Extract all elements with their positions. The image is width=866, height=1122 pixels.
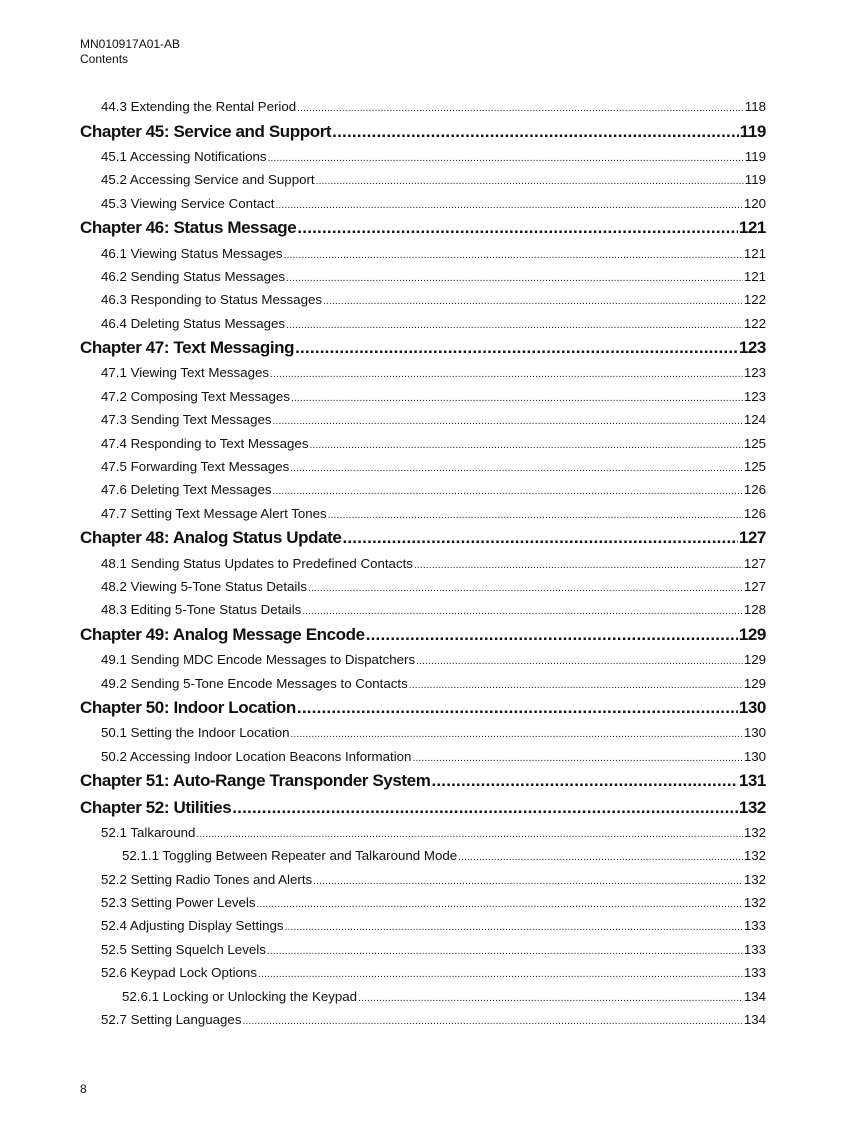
toc-section-entry[interactable] — [80, 648, 766, 671]
dot-leader — [295, 338, 738, 358]
dot-leader — [458, 848, 743, 863]
toc-entry-title: Chapter 45: Service and Support — [80, 121, 332, 141]
toc-entry-page: 129 — [738, 624, 766, 644]
document-id: MN010917A01-AB — [80, 37, 181, 51]
dot-leader — [273, 482, 743, 497]
dot-leader — [290, 459, 743, 474]
toc-entry-page: 125 — [743, 459, 766, 475]
dot-leader — [273, 412, 743, 427]
toc-entry-title: 45.2 Accessing Service and Support — [101, 172, 315, 188]
toc-section-entry[interactable] — [80, 265, 766, 288]
toc-section-entry[interactable] — [80, 455, 766, 478]
dot-leader — [297, 99, 744, 114]
toc-entry-title: 52.2 Setting Radio Tones and Alerts — [101, 871, 313, 887]
toc-entry-title: 49.2 Sending 5-Tone Encode Messages to Contacts — [101, 675, 408, 691]
toc-chapter-entry[interactable] — [80, 215, 766, 241]
toc-entry-page: 127 — [743, 555, 766, 571]
toc-section-entry[interactable] — [80, 192, 766, 215]
toc-section-entry[interactable] — [80, 868, 766, 891]
toc-entry-title: 52.7 Setting Languages — [101, 1012, 242, 1028]
toc-entry-title: Chapter 46: Status Message — [80, 218, 297, 238]
section-title: Contents — [80, 52, 129, 66]
dot-leader — [309, 436, 742, 451]
toc-chapter-entry[interactable] — [80, 622, 766, 648]
toc-section-entry[interactable] — [80, 312, 766, 335]
toc-entry-title: 48.1 Sending Status Updates to Predefined Contacts — [101, 555, 413, 571]
toc-section-entry[interactable] — [80, 721, 766, 744]
toc-section-entry[interactable] — [80, 984, 766, 1007]
toc-entry-page: 121 — [743, 245, 766, 261]
dot-leader — [328, 506, 743, 521]
dot-leader — [232, 798, 738, 818]
toc-entry-page: 130 — [743, 725, 766, 741]
toc-entry-page: 125 — [743, 435, 766, 451]
toc-section-entry[interactable] — [80, 145, 766, 168]
toc-section-entry[interactable] — [80, 844, 766, 867]
toc-section-entry[interactable] — [80, 241, 766, 264]
toc-entry-title: 48.3 Editing 5-Tone Status Details — [101, 602, 302, 618]
toc-section-entry[interactable] — [80, 502, 766, 525]
toc-entry-title: Chapter 47: Text Messaging — [80, 338, 295, 358]
toc-entry-page: 127 — [743, 579, 766, 594]
toc-entry-title: Chapter 52: Utilities — [80, 797, 232, 817]
toc-entry-page: 126 — [743, 482, 766, 498]
dot-leader — [416, 652, 743, 667]
dot-leader — [323, 292, 743, 307]
toc-section-entry[interactable] — [80, 891, 766, 914]
toc-entry-title: 52.3 Setting Power Levels — [101, 895, 256, 911]
toc-entry-page: 129 — [743, 652, 766, 668]
toc-section-entry[interactable] — [80, 408, 766, 431]
toc-entry-page: 130 — [738, 697, 766, 717]
dot-leader — [268, 149, 744, 164]
page-number: 8 — [80, 1082, 87, 1096]
dot-leader — [284, 246, 743, 261]
dot-leader — [358, 989, 743, 1004]
toc-entry-title: 50.1 Setting the Indoor Location — [101, 725, 290, 741]
toc-section-entry[interactable] — [80, 938, 766, 961]
toc-entry-page: 123 — [743, 388, 766, 404]
dot-leader — [414, 556, 743, 571]
dot-leader — [286, 316, 743, 331]
toc-entry-page: 122 — [743, 315, 766, 331]
toc-entry-page: 123 — [738, 338, 766, 358]
toc-entry-page: 130 — [743, 748, 766, 764]
toc-entry-title: 46.4 Deleting Status Messages — [101, 315, 286, 331]
dot-leader — [313, 872, 743, 887]
toc-entry-title: 47.6 Deleting Text Messages — [101, 482, 272, 498]
toc-entry-title: 44.3 Extending the Rental Period — [101, 99, 297, 115]
toc-entry-title: Chapter 48: Analog Status Update — [80, 528, 342, 548]
toc-entry-page: 132 — [743, 848, 766, 864]
dot-leader — [431, 771, 737, 791]
dot-leader — [242, 1012, 742, 1027]
toc-entry-page: 119 — [744, 172, 766, 188]
toc-entry-page: 126 — [743, 505, 766, 521]
dot-leader — [196, 825, 742, 840]
toc-entry-page: 133 — [743, 965, 766, 981]
dot-leader — [412, 749, 742, 764]
toc-entry-page: 119 — [739, 121, 766, 141]
toc-entry-title: 52.6 Keypad Lock Options — [101, 965, 257, 981]
toc-entry-page: 132 — [743, 895, 766, 911]
toc-entry-page: 121 — [743, 268, 766, 284]
toc-entry-page: 122 — [743, 292, 766, 308]
toc-chapter-entry[interactable] — [80, 525, 766, 551]
toc-entry-title: Chapter 50: Indoor Location — [80, 697, 296, 717]
toc-entry-title: 46.2 Sending Status Messages — [101, 268, 286, 284]
toc-entry-title: 52.6.1 Locking or Unlocking the Keypad — [122, 988, 358, 1004]
toc-section-entry[interactable] — [80, 914, 766, 937]
toc-chapter-entry[interactable] — [80, 118, 766, 144]
dot-leader — [286, 269, 743, 284]
toc-section-entry[interactable] — [80, 288, 766, 311]
toc-entry-title: 47.3 Sending Text Messages — [101, 412, 272, 428]
toc-entry-title: 47.1 Viewing Text Messages — [101, 365, 270, 381]
toc-entry-title: 52.4 Adjusting Display Settings — [101, 918, 284, 934]
toc-entry-page: 134 — [743, 988, 766, 1004]
toc-entry-title: Chapter 51: Auto-Range Transponder System — [80, 771, 431, 791]
toc-entry-title: 49.1 Sending MDC Encode Messages to Dispatchers — [101, 652, 416, 668]
toc-entry-title: 50.2 Accessing Indoor Location Beacons Information — [101, 748, 412, 764]
dot-leader — [285, 918, 743, 933]
toc-entry-title: 47.7 Setting Text Message Alert Tones — [101, 505, 327, 521]
dot-leader — [308, 579, 743, 594]
toc-section-entry[interactable] — [80, 1008, 766, 1031]
dot-leader — [291, 389, 743, 404]
toc-chapter-entry[interactable] — [80, 695, 766, 721]
toc-entry-title: Chapter 49: Analog Message Encode — [80, 624, 365, 644]
dot-leader — [332, 122, 739, 142]
dot-leader — [366, 625, 738, 645]
toc-entry-page: 118 — [744, 99, 766, 115]
toc-section-entry[interactable] — [80, 671, 766, 694]
toc-entry-page: 134 — [743, 1012, 766, 1028]
toc-chapter-entry[interactable] — [80, 768, 766, 794]
toc-section-entry[interactable] — [80, 745, 766, 768]
toc-section-entry[interactable] — [80, 385, 766, 408]
toc-entry-page: 121 — [738, 218, 766, 238]
toc-section-entry[interactable] — [80, 598, 766, 621]
toc-entry-title: 47.5 Forwarding Text Messages — [101, 459, 290, 475]
toc-entry-page: 123 — [743, 365, 766, 381]
toc-entry-title: 46.3 Responding to Status Messages — [101, 292, 323, 308]
dot-leader — [270, 365, 743, 380]
toc-entry-page: 132 — [743, 824, 766, 840]
toc-entry-title: 46.1 Viewing Status Messages — [101, 245, 283, 261]
dot-leader — [316, 172, 744, 187]
toc-chapter-entry[interactable] — [80, 335, 766, 361]
toc-section-entry[interactable] — [80, 431, 766, 454]
dot-leader — [302, 602, 743, 617]
dot-leader — [275, 196, 742, 211]
dot-leader — [409, 676, 743, 691]
toc-section-entry[interactable] — [80, 821, 766, 844]
toc-entry-page: 131 — [738, 771, 766, 791]
toc-entry-title: 45.1 Accessing Notifications — [101, 148, 267, 164]
toc-section-entry[interactable] — [80, 551, 766, 574]
toc-entry-page: 132 — [743, 871, 766, 887]
toc-entry-title: 52.5 Setting Squelch Levels — [101, 941, 266, 957]
toc-entry-title: 45.3 Viewing Service Contact — [101, 195, 275, 211]
toc-entry-page: 119 — [744, 148, 766, 164]
dot-leader — [297, 218, 737, 238]
toc-entry-title: 48.2 Viewing 5-Tone Status Details — [101, 579, 307, 594]
toc-entry-title: 52.1 Talkaround — [101, 824, 196, 840]
toc-entry-title: 52.1.1 Toggling Between Repeater and Talkaround Mode — [122, 848, 458, 864]
toc-entry-page: 129 — [743, 675, 766, 691]
toc-entry-page: 132 — [738, 797, 766, 817]
toc-entry-title: 47.2 Composing Text Messages — [101, 388, 290, 404]
toc-entry-page: 124 — [743, 412, 766, 428]
dot-leader — [297, 698, 738, 718]
toc-section-entry[interactable] — [80, 575, 766, 598]
toc-entry-page: 128 — [743, 602, 766, 618]
dot-leader — [291, 725, 743, 740]
toc-section-entry[interactable] — [80, 478, 766, 501]
toc-chapter-entry[interactable] — [80, 794, 766, 820]
toc-entry-page: 127 — [738, 528, 766, 548]
toc-entry-page: 120 — [743, 195, 766, 211]
toc-entry-title: 47.4 Responding to Text Messages — [101, 435, 309, 451]
dot-leader — [267, 942, 743, 957]
table-of-contents — [80, 95, 766, 1031]
dot-leader — [258, 965, 743, 980]
toc-section-entry[interactable] — [80, 168, 766, 191]
toc-section-entry[interactable] — [80, 361, 766, 384]
toc-entry-page: 133 — [743, 918, 766, 934]
dot-leader — [257, 895, 743, 910]
toc-entry-page: 133 — [743, 941, 766, 957]
toc-section-entry[interactable] — [80, 961, 766, 984]
toc-section-entry[interactable] — [80, 95, 766, 118]
dot-leader — [342, 528, 737, 548]
